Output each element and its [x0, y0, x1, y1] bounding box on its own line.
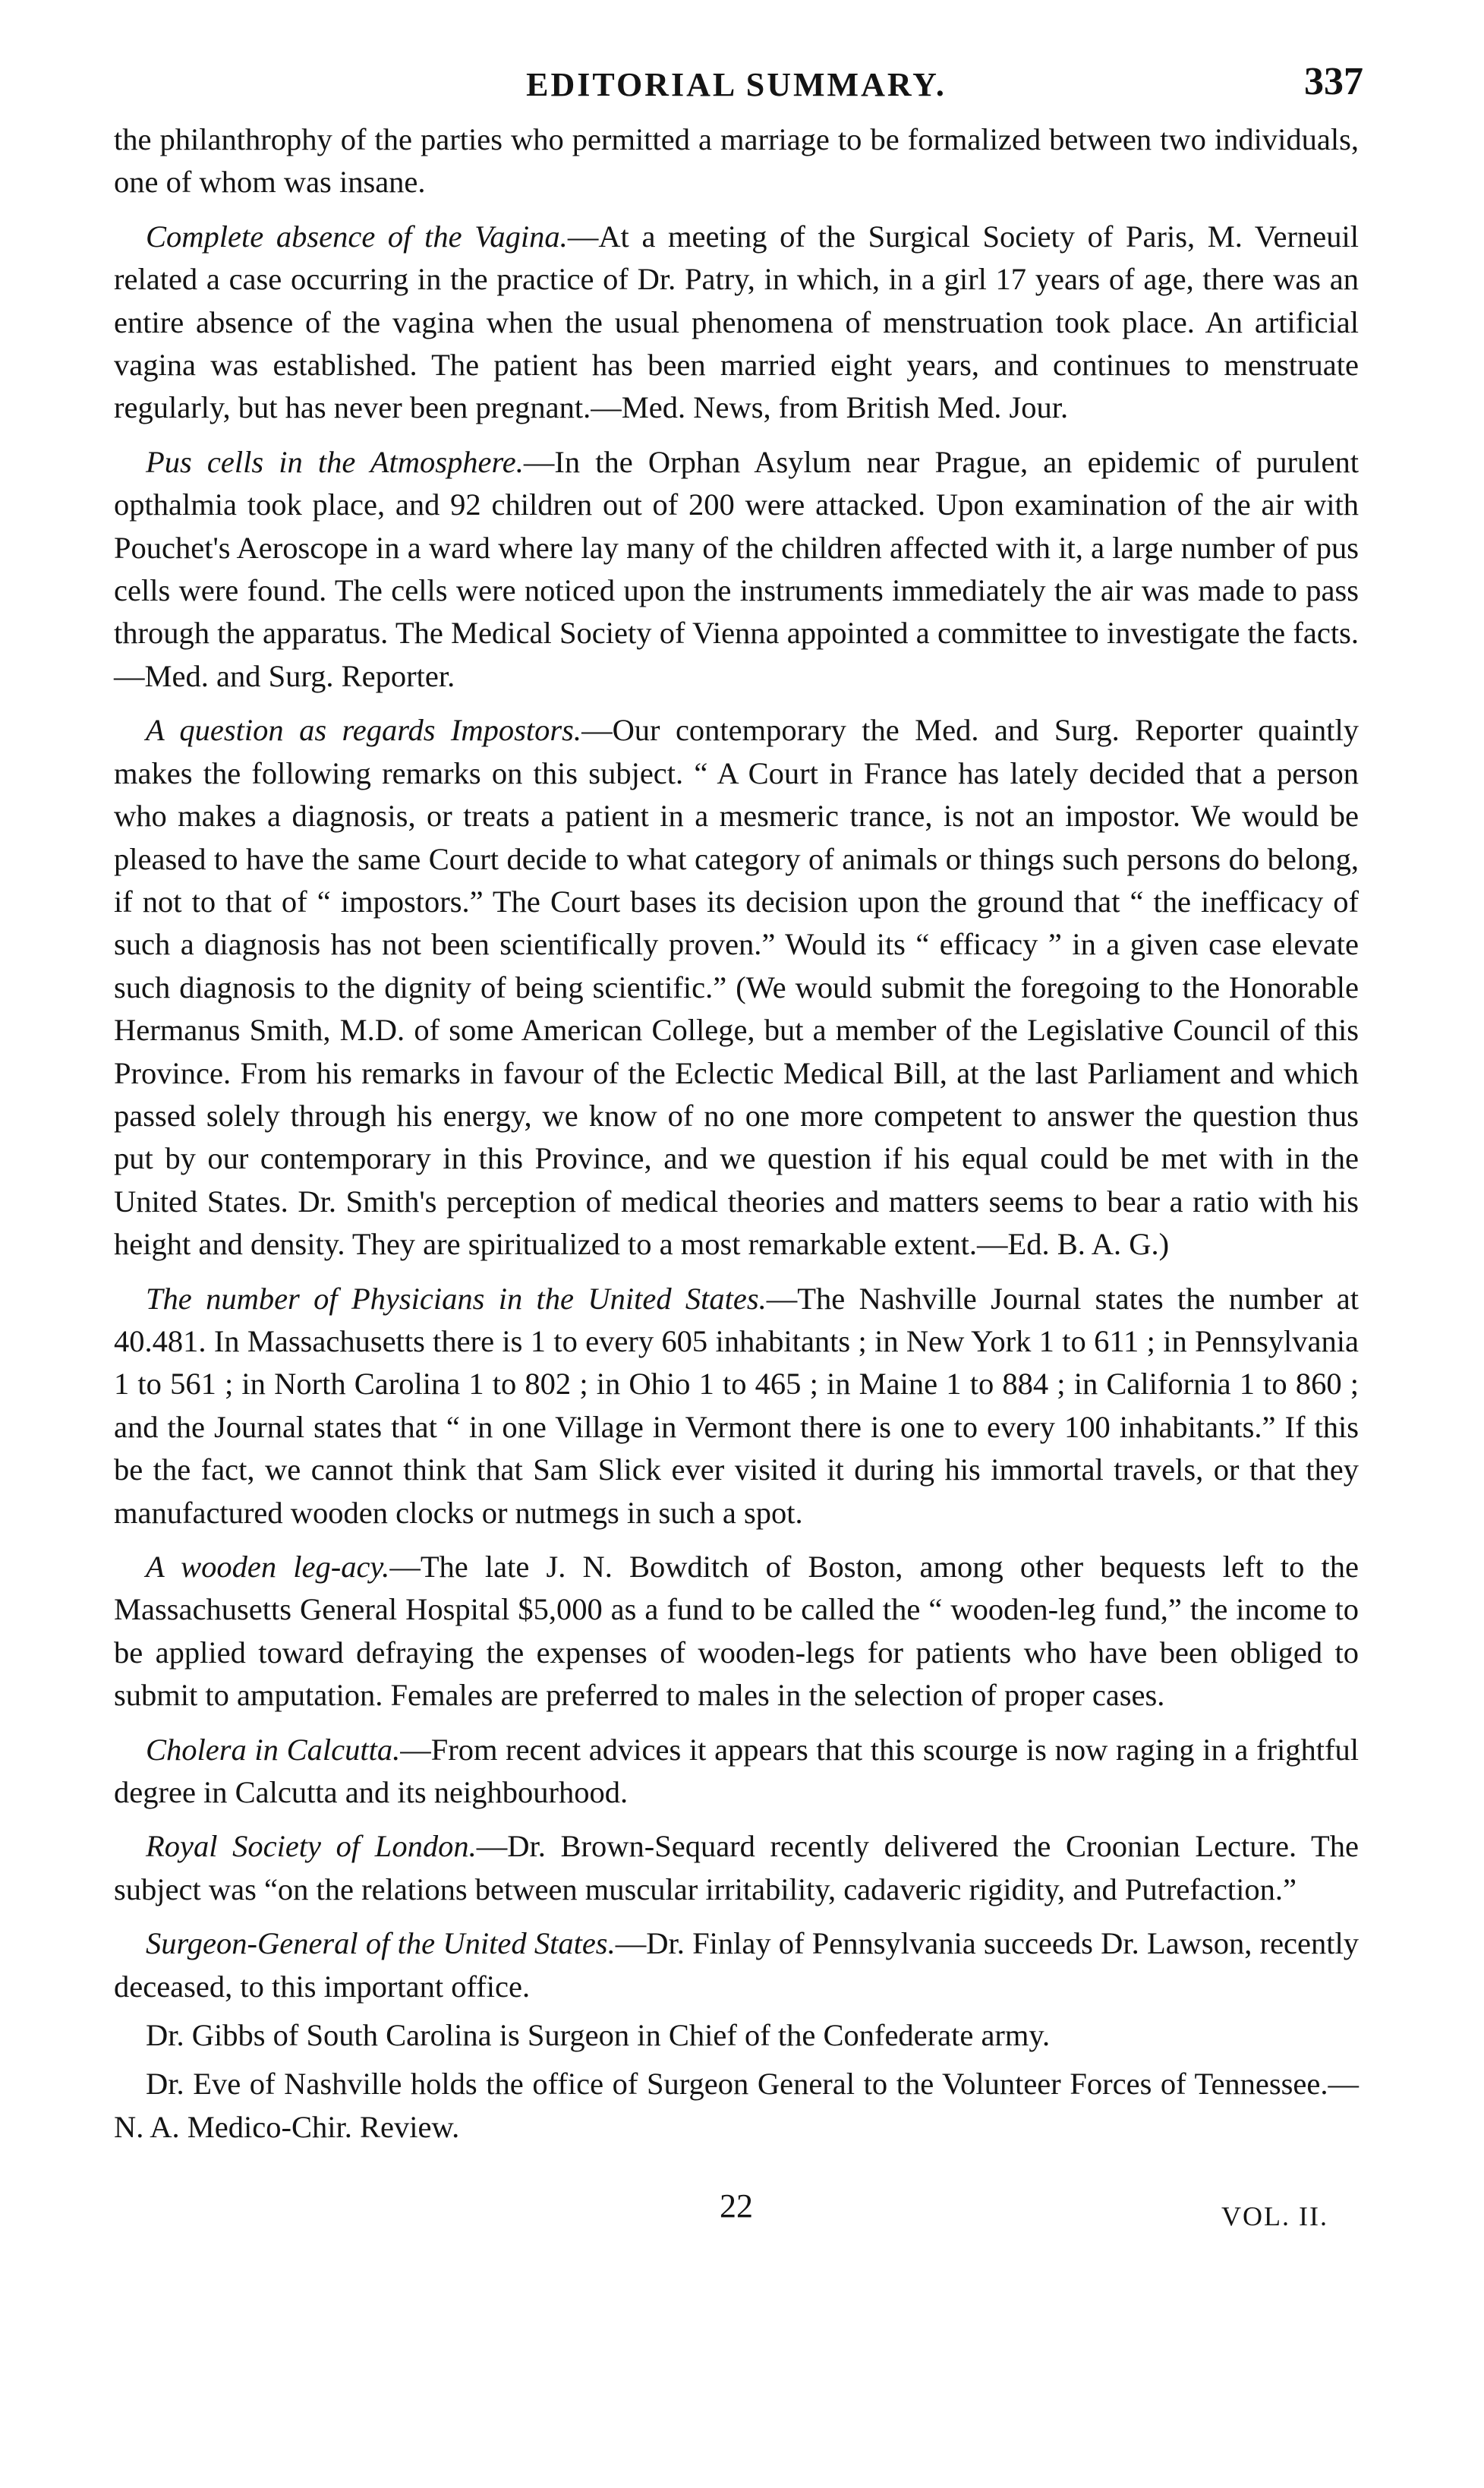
paragraph-physicians — [114, 1278, 1359, 1534]
page-number: 337 — [1304, 60, 1363, 103]
paragraph-pus-cells — [114, 441, 1359, 698]
paragraph-heading: A question as regards Impostors. — [146, 713, 582, 748]
paragraph-gibbs — [114, 2014, 1359, 2057]
paragraph-surgeon-general — [114, 1922, 1359, 2008]
paragraph-wooden-legacy — [114, 1546, 1359, 1717]
paragraph-continuation — [114, 118, 1359, 204]
paragraph-text: the philanthrophy of the parties who permitted a marriage to be formalized between two individuals, one of whom was insane. — [114, 122, 1359, 200]
paragraph-text: —The late J. N. Bowditch of Boston, among other bequests left to the Massachusetts General Hospital $5,000 as a fund to be called the “ wooden-leg fund,” the income to be applied toward defraying the expenses of wooden-legs for patients who have been obliged to submit to amputation. Females are preferred to males in the selection of proper cases. — [114, 1550, 1359, 1713]
paragraph-cholera — [114, 1729, 1359, 1815]
volume-label: VOL. II. — [1221, 2201, 1328, 2232]
paragraph-heading: The number of Physicians in the United States. — [146, 1281, 767, 1316]
paragraph-text: —In the Orphan Asylum near Prague, an epidemic of purulent opthalmia took place, and 92 children out of 200 were attacked. Upon examination of the air with Pouchet's Aeroscope in a ward where lay many of the children affected with it, a large number of pus cells were found. The cells were noticed upon the instruments immediately the air was made to pass through the apparatus. The Medical Society of Vienna appointed a committee to investigate the facts. —Med. and Surg. Reporter. — [114, 444, 1359, 693]
paragraph-heading: Surgeon-General of the United States. — [146, 1926, 616, 1961]
paragraph-heading: Cholera in Calcutta. — [146, 1732, 401, 1767]
paragraph-eve — [114, 2063, 1359, 2149]
page-header — [114, 60, 1363, 118]
article-body — [114, 118, 1359, 2149]
paragraph-heading: Royal Society of London. — [146, 1829, 477, 1864]
page-footer — [114, 2187, 1359, 2240]
paragraph-text: —From recent advices it appears that this scourge is now raging in a frightful degree in Calcutta and its neighbourhood. — [114, 1732, 1359, 1810]
paragraph-impostors — [114, 709, 1359, 1266]
paragraph-text: Dr. Gibbs of South Carolina is Surgeon in Chief of the Confederate army. — [146, 2018, 1051, 2053]
paragraph-text: —At a meeting of the Surgical Society of Paris, M. Verneuil related a case occurring in the practice of Dr. Patry, in which, in a girl 17 years of age, there was an entire absence of the vagina when the usual phenomena of menstruation took place. An artificial vagina was established. The patient has been married eight years, and continues to menstruate regularly, but has never been pregnant.—Med. News, from British Med. Jour. — [114, 219, 1359, 425]
paragraph-vagina — [114, 216, 1359, 430]
paragraph-text: —Our contemporary the Med. and Surg. Reporter quaintly makes the following remarks on this subject. “ A Court in France has lately decided that a person who makes a diagnosis, or treats a patient in a mesmeric trance, is not an impostor. We would be pleased to have the same Court decide to what category of animals or things such persons do belong, if not to that of “ impostors.” The Court bases its decision upon the ground that “ the inefficacy of such a diagnosis has not been scientifically proven.” Would its “ efficacy ” in a given case elevate such diagnosis to the dignity of being scientific.” (We would submit the foregoing to the Honorable Hermanus Smith, M.D. of some American College, but a member of the Legislative Council of this Province. From his remarks in favour of the Eclectic Medical Bill, at the last Parliament and which passed solely through his energy, we know of no one more competent to answer the question thus put by our contemporary in this Province, and we question if his equal could be met with in the United States. Dr. Smith's perception of medical theories and matters seems to bear a ratio with his height and density. They are spiritualized to a most remarkable extent.—Ed. B. A. G.) — [114, 713, 1359, 1262]
paragraph-heading: Pus cells in the Atmosphere. — [146, 444, 524, 479]
paragraph-text: —The Nashville Journal states the number at 40.481. In Massachusetts there is 1 to every 605 inhabitants ; in New York 1 to 611 ; in Pennsylvania 1 to 561 ; in North Carolina 1 to 802 ; in Ohio 1 to 465 ; in Maine 1 to 884 ; in California 1 to 860 ; and the Journal states that “ in one Village in Vermont there is one to every 100 inhabitants.” If this be the fact, we cannot think that Sam Slick ever visited it during his immortal travels, or that they manufactured wooden clocks or nutmegs in such a spot. — [114, 1281, 1360, 1530]
paragraph-heading: Complete absence of the Vagina. — [146, 219, 568, 254]
signature-mark: 22 — [720, 2187, 753, 2225]
paragraph-text: —Dr. Finlay of Pennsylvania succeeds Dr. Lawson, recently deceased, to this important office. — [114, 1926, 1359, 2004]
paragraph-text: Dr. Eve of Nashville holds the office of Surgeon General to the Volunteer Forces of Tennessee.—N. A. Medico-Chir. Review. — [114, 2067, 1359, 2144]
document-page — [114, 60, 1363, 2240]
paragraph-heading: A wooden leg-acy. — [146, 1550, 390, 1584]
paragraph-royal-society — [114, 1825, 1359, 1911]
paragraph-text: —Dr. Brown-Sequard recently delivered the Croonian Lecture. The subject was “on the relations between muscular irritability, cadaveric rigidity, and Putrefaction.” — [114, 1829, 1359, 1906]
running-title: EDITORIAL SUMMARY. — [526, 66, 947, 103]
